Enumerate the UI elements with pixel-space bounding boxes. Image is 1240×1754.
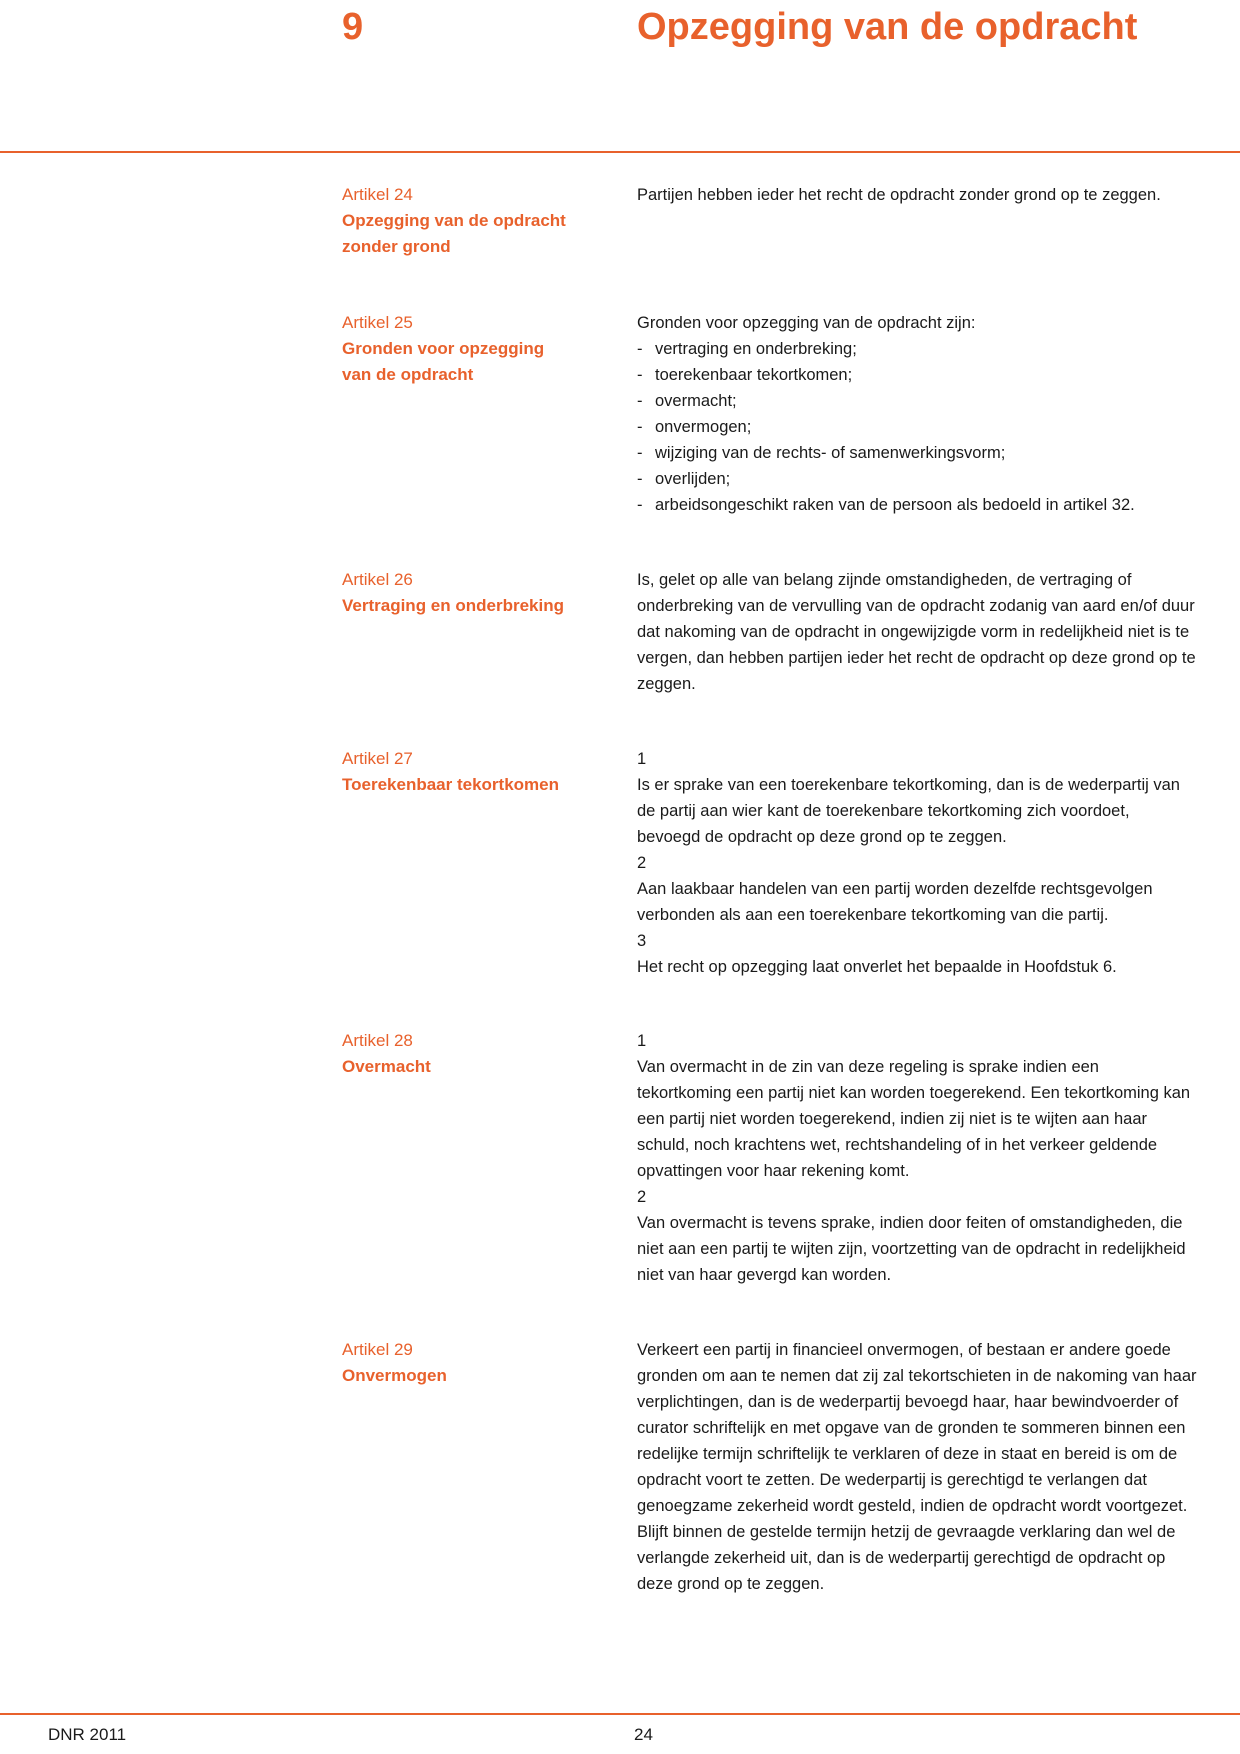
article-body <box>637 182 1197 208</box>
article-paragraph: Het recht op opzegging laat onverlet het bepaalde in Hoofdstuk 6. <box>637 958 1117 976</box>
article-title: Vertraging en onderbreking <box>342 596 564 615</box>
article-paragraph: Van overmacht is tevens sprake, indien door feiten of omstandigheden, die niet aan een partij te wijten zijn, voortzetting van de opdracht in redelijkheid niet van haar gevergd kan worden. <box>637 1214 1186 1284</box>
list-item: - vertraging en onderbreking; <box>637 336 1197 362</box>
article-paragraph: Verkeert een partij in financieel onvermogen, of bestaan er andere goede gronden om aan te nemen dat zij zal tekortschieten in de nakoming van haar verplichtingen, dan is de wederpartij bevoegd haar, haar bewindvoerder of curator schriftelijk en met opgave van de gronden te sommeren binnen een redelijke termijn schriftelijk te verklaren of deze in staat en bereid is om de opdracht voort te zetten. De wederpartij is gerechtigd te verlangen dat genoegzame zekerheid wordt gesteld, indien de opdracht wordt voortgezet. Blijft binnen de gestelde termijn hetzij de gevraagde verklaring dan wel de verlangde zekerheid uit, dan is de wederpartij gerechtigd de opdracht op deze grond op te zeggen. <box>637 1341 1197 1593</box>
paragraph-number: 2 <box>637 1188 647 1206</box>
paragraph-number: 2 <box>637 854 647 872</box>
paragraph-number: 3 <box>637 932 647 950</box>
article-label: Artikel 27 <box>342 749 413 768</box>
list-item: - onvermogen; <box>637 414 1197 440</box>
article-title: Onvermogen <box>342 1366 447 1385</box>
page-number: 24 <box>634 1725 653 1744</box>
article-label: Artikel 25 <box>342 313 413 332</box>
article-body <box>637 1028 1197 1288</box>
list-item: - overmacht; <box>637 388 1197 414</box>
footer-rule <box>0 1713 1240 1715</box>
article-heading <box>342 310 612 388</box>
article-intro: Gronden voor opzegging van de opdracht zijn: <box>637 314 976 332</box>
list-item: - toerekenbaar tekortkomen; <box>637 362 1197 388</box>
list-item: - overlijden; <box>637 466 1197 492</box>
chapter-title: Opzegging van de opdracht <box>637 6 1138 48</box>
article-label: Artikel 28 <box>342 1031 413 1050</box>
article-paragraph: Is er sprake van een toerekenbare tekortkoming, dan is de wederpartij van de partij aan wier kant de toerekenbare tekortkoming zich voordoet, bevoegd de opdracht op deze grond op te zeggen. <box>637 776 1180 846</box>
article-heading <box>342 182 612 260</box>
article-title: Gronden voor opzegging van de opdracht <box>342 339 545 384</box>
article-body <box>637 567 1197 697</box>
article-title: Opzegging van de opdracht zonder grond <box>342 211 566 256</box>
article-heading <box>342 567 612 619</box>
article-paragraph: Van overmacht in de zin van deze regeling is sprake indien een tekortkoming een partij niet kan worden toegerekend. Een tekortkoming kan een partij niet worden toegerekend, indien zij niet is te wijten aan haar schuld, noch krachtens wet, rechtshandeling of in het verkeer geldende opvattingen voor haar rekening komt. <box>637 1058 1191 1180</box>
footer-label: DNR 2011 <box>48 1725 127 1744</box>
article-paragraph: Partijen hebben ieder het recht de opdracht zonder grond op te zeggen. <box>637 186 1161 204</box>
article-label: Artikel 29 <box>342 1340 413 1359</box>
article-heading <box>342 746 612 798</box>
article-heading <box>342 1337 612 1389</box>
header-rule <box>0 151 1240 153</box>
article-heading <box>342 1028 612 1080</box>
article-paragraph: Is, gelet op alle van belang zijnde omstandigheden, de vertraging of onderbreking van de vervulling van de opdracht zodanig van aard en/of duur dat nakoming van de opdracht in ongewijzigde vorm in redelijkheid niet is te vergen, dan hebben partijen ieder het recht de opdracht op deze grond op te zeggen. <box>637 571 1196 693</box>
article-body <box>637 1337 1197 1597</box>
article-body <box>637 746 1197 980</box>
article-label: Artikel 26 <box>342 570 413 589</box>
list-item: - arbeidsongeschikt raken van de persoon als bedoeld in artikel 32. <box>637 492 1197 518</box>
list-item: - wijziging van de rechts- of samenwerkingsvorm; <box>637 440 1197 466</box>
article-paragraph: Aan laakbaar handelen van een partij worden dezelfde rechtsgevolgen verbonden als aan een toerekenbare tekortkoming van die partij. <box>637 880 1153 924</box>
article-body <box>637 310 1197 518</box>
grounds-list <box>637 336 1197 518</box>
paragraph-number: 1 <box>637 750 647 768</box>
chapter-number: 9 <box>342 6 364 48</box>
article-title: Overmacht <box>342 1057 431 1076</box>
article-label: Artikel 24 <box>342 185 413 204</box>
article-title: Toerekenbaar tekortkomen <box>342 775 559 794</box>
paragraph-number: 1 <box>637 1032 647 1050</box>
